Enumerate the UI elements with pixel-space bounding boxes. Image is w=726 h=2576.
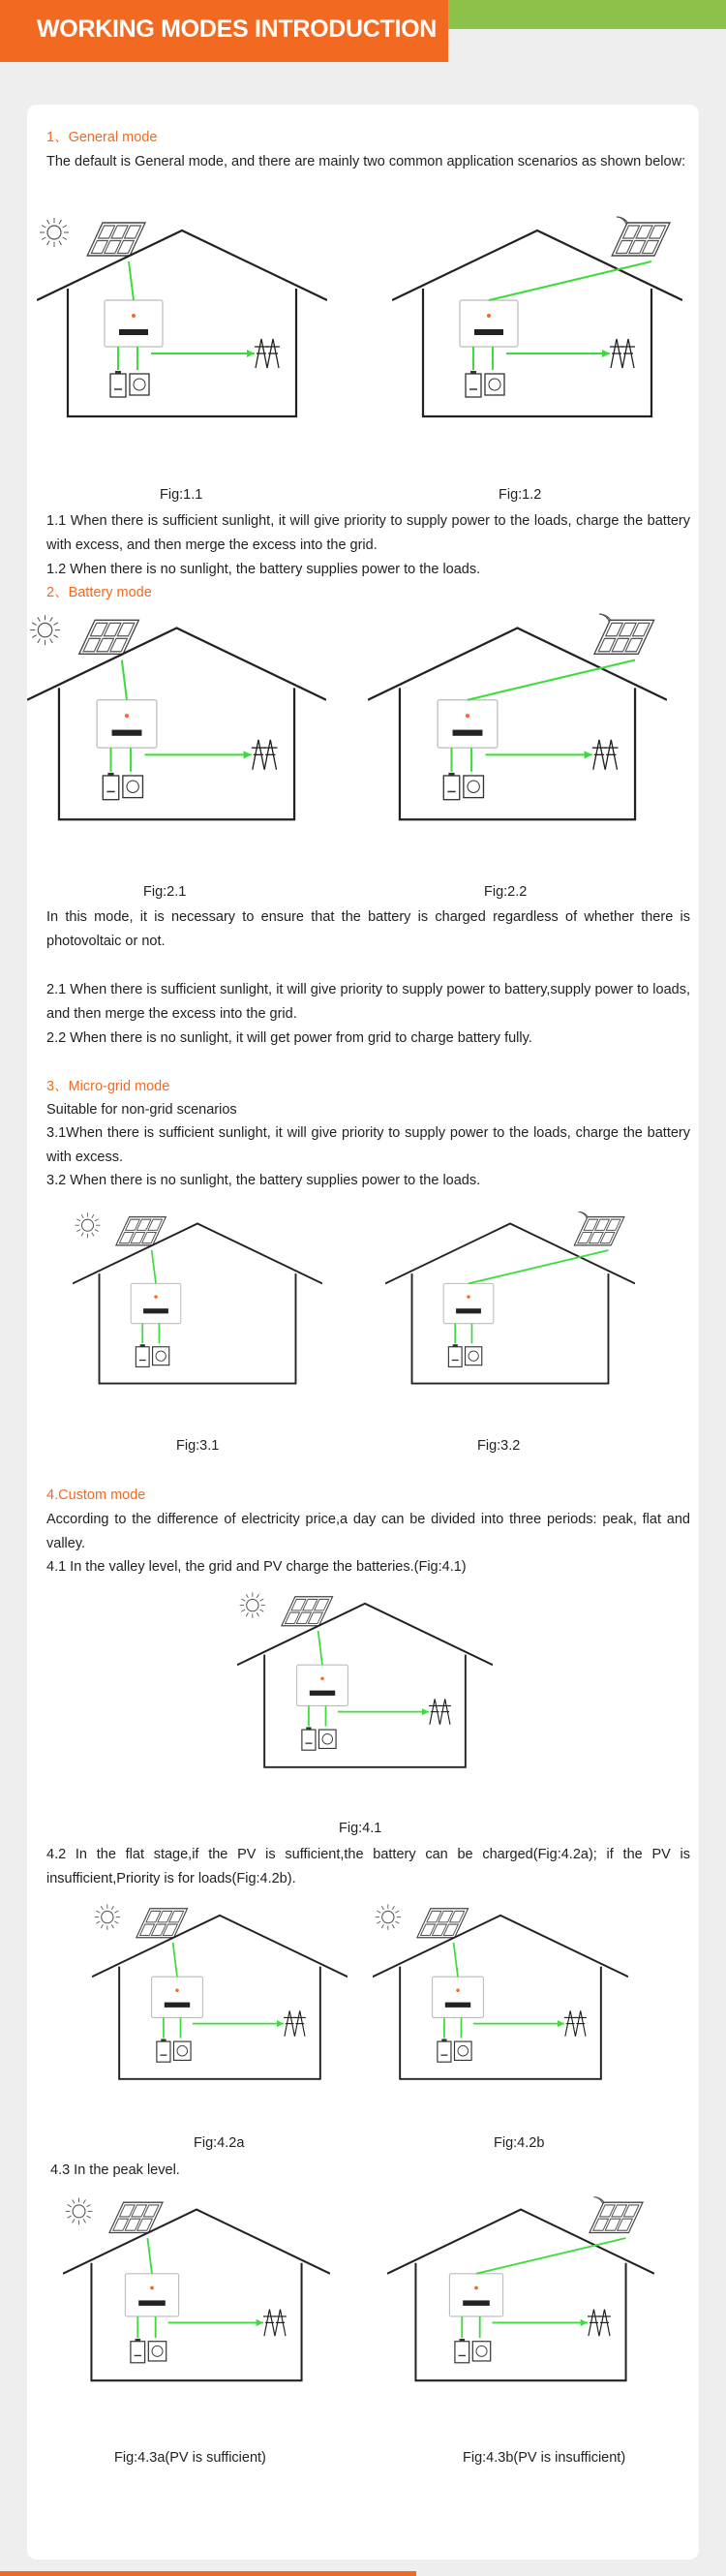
inverter-icon <box>105 300 163 347</box>
roof-outline <box>63 2210 330 2274</box>
caption-fig-3-2: Fig:3.2 <box>477 1438 521 1454</box>
section-title-micro-grid-mode: 3、Micro-grid mode <box>46 1079 170 1094</box>
inverter-display <box>453 730 483 736</box>
battery-mode-text-2-2: 2.2 When there is no sunlight, it will get power from grid to charge battery fully. <box>46 1030 532 1046</box>
inverter-display <box>445 2003 470 2008</box>
house-walls <box>400 688 635 819</box>
flow-pv-line <box>147 2238 152 2274</box>
figure-2-2 <box>368 610 668 879</box>
inverter-icon <box>131 1283 181 1323</box>
solar-panel-icon <box>282 1597 333 1626</box>
inverter-logo <box>467 1295 469 1298</box>
inverter-icon <box>449 2274 502 2316</box>
load-meter-icon <box>472 2342 490 2361</box>
grid-tower-icon <box>429 1699 451 1724</box>
inverter-icon <box>125 2274 178 2316</box>
house-diagram <box>373 1900 628 2131</box>
figure-4-3a <box>63 2193 344 2436</box>
micro-grid-suitable: Suitable for non-grid scenarios <box>46 1102 237 1118</box>
load-meter-icon <box>148 2342 166 2361</box>
sun-icon <box>40 218 69 247</box>
house-diagram <box>387 2193 654 2434</box>
section-title-battery-mode: 2、Battery mode <box>46 585 152 600</box>
flow-pv-line <box>469 1250 608 1283</box>
inverter-display <box>143 1308 168 1313</box>
house-diagram <box>63 2193 330 2434</box>
general-mode-intro: The default is General mode, and there are mainly two common application scenarios as shown below: <box>46 154 686 169</box>
caption-fig-4-2b: Fig:4.2b <box>494 2135 545 2151</box>
caption-fig-3-1: Fig:3.1 <box>176 1438 220 1454</box>
grid-tower-icon <box>255 339 280 368</box>
house-walls <box>412 1273 609 1384</box>
section-title-general-mode: 1、General mode <box>46 130 158 145</box>
caption-fig-4-3b: Fig:4.3b(PV is insufficient) <box>463 2450 626 2466</box>
caption-fig-2-2: Fig:2.2 <box>484 884 528 900</box>
house-diagram <box>392 213 682 475</box>
inverter-logo <box>474 2286 478 2290</box>
inverter-icon <box>433 1977 484 2017</box>
inverter-icon <box>297 1665 348 1705</box>
battery-icon <box>136 1344 149 1366</box>
sun-icon <box>95 1904 120 1929</box>
inverter-logo <box>487 314 491 318</box>
micro-grid-text-3-2: 3.2 When there is no sunlight, the battery supplies power to the loads. <box>46 1173 481 1188</box>
caption-fig-1-2: Fig:1.2 <box>499 487 542 503</box>
flow-pv-line <box>468 659 635 699</box>
solar-panel-icon <box>417 1909 469 1938</box>
house-diagram <box>237 1588 493 1819</box>
flow-pv-line <box>129 261 134 300</box>
roof-outline <box>27 629 326 700</box>
inverter-icon <box>438 700 498 748</box>
sun-icon <box>66 2198 93 2225</box>
flow-pv-line <box>173 1943 177 1977</box>
flow-grid-arrow <box>247 350 255 357</box>
inverter-logo <box>132 314 136 318</box>
solar-panel-icon <box>116 1217 166 1245</box>
sun-icon <box>240 1592 265 1617</box>
battery-mode-text: In this mode, it is necessary to ensure that the battery is charged regardless of whether there is photovoltaic or not. <box>46 909 690 949</box>
inverter-icon <box>152 1977 203 2017</box>
roof-outline <box>237 1604 493 1665</box>
figure-4-2b <box>373 1900 644 2132</box>
flow-grid-arrow <box>422 1708 429 1715</box>
inverter-logo <box>150 2286 154 2290</box>
load-meter-icon <box>318 1730 336 1748</box>
flow-pv-line <box>454 1943 458 1977</box>
inverter-display <box>119 329 148 335</box>
solar-panel-icon <box>590 2202 643 2232</box>
house-walls <box>100 1273 296 1384</box>
solar-panel-icon <box>612 223 670 256</box>
inverter-logo <box>456 1989 460 1993</box>
caption-fig-4-2a: Fig:4.2a <box>194 2135 245 2151</box>
house-walls <box>59 688 294 819</box>
inverter-logo <box>125 714 129 718</box>
load-meter-icon <box>485 374 504 395</box>
figure-4-1 <box>237 1588 513 1816</box>
battery-icon <box>455 2339 469 2363</box>
flow-pv-line <box>122 659 127 699</box>
sun-icon <box>30 615 60 645</box>
grid-tower-icon <box>252 740 278 770</box>
battery-icon <box>466 371 481 397</box>
flow-pv-line <box>152 1250 156 1283</box>
inverter-display <box>456 1308 481 1313</box>
flow-pv-line <box>476 2238 626 2274</box>
figure-1-1 <box>37 213 327 475</box>
custom-mode-text: According to the difference of electricity price,a day can be divided into three periods: peak, flat and valley. <box>46 1512 690 1551</box>
battery-icon <box>157 2039 170 2062</box>
inverter-display <box>310 1691 335 1696</box>
roof-outline <box>37 230 327 300</box>
inverter-display <box>112 730 142 736</box>
general-mode-text-1-2: 1.2 When there is no sunlight, the battery supplies power to the loads. <box>46 562 481 577</box>
caption-fig-4-3a: Fig:4.3a(PV is sufficient) <box>114 2450 266 2466</box>
solar-panel-icon <box>136 1909 188 1938</box>
inverter-display <box>165 2003 190 2008</box>
battery-icon <box>131 2339 145 2363</box>
roof-outline <box>73 1223 322 1283</box>
header-banner <box>0 0 448 62</box>
house-diagram <box>73 1209 322 1433</box>
grid-tower-icon <box>588 2310 611 2337</box>
roof-outline <box>373 1916 628 1977</box>
figure-4-3b <box>387 2193 668 2436</box>
inverter-logo <box>175 1989 179 1993</box>
caption-fig-2-1: Fig:2.1 <box>143 884 187 900</box>
house-diagram <box>368 610 667 879</box>
house-diagram <box>385 1209 635 1433</box>
load-meter-icon <box>153 1347 169 1365</box>
page-title: WORKING MODES INTRODUCTION <box>37 15 438 43</box>
flow-grid-arrow <box>558 2020 564 2027</box>
house-diagram <box>37 213 327 475</box>
solar-panel-icon <box>109 2202 163 2232</box>
inverter-icon <box>443 1283 494 1323</box>
custom-mode-text-4-1: 4.1 In the valley level, the grid and PV charge the batteries.(Fig:4.1) <box>46 1559 467 1575</box>
flow-grid-arrow <box>277 2020 284 2027</box>
load-meter-icon <box>466 1347 482 1365</box>
footer-accent-bar <box>0 2571 416 2576</box>
flow-pv-line <box>318 1631 322 1665</box>
flow-grid-arrow <box>581 2319 588 2326</box>
sun-icon <box>376 1904 401 1929</box>
header-accent-bar <box>448 0 726 29</box>
grid-tower-icon <box>564 2010 587 2036</box>
load-meter-icon <box>454 2041 471 2060</box>
custom-mode-text-4-2: 4.2 In the flat stage,if the PV is sufficient,the battery can be charged(Fig:4.2a); if the PV is insufficient,Priority is for loads(Fig:4.2b). <box>46 1847 690 1886</box>
battery-mode-text-2-1: 2.1 When there is sufficient sunlight, it will give priority to supply power to battery,supply power to loads, and then merge the excess into the grid. <box>46 982 690 1022</box>
battery-icon <box>438 2039 451 2062</box>
inverter-logo <box>154 1295 157 1298</box>
inverter-icon <box>97 700 157 748</box>
figure-1-2 <box>392 213 682 475</box>
load-meter-icon <box>464 776 484 798</box>
micro-grid-text-3-1: 3.1When there is sufficient sunlight, it will give priority to supply power to the loads, charge the battery with excess. <box>46 1125 690 1165</box>
inverter-display <box>138 2300 166 2306</box>
figure-2-1 <box>27 610 327 879</box>
load-meter-icon <box>173 2041 191 2060</box>
grid-tower-icon <box>284 2010 306 2036</box>
inverter-display <box>463 2300 490 2306</box>
section-title-custom-mode: 4.Custom mode <box>46 1487 146 1503</box>
flow-grid-arrow <box>244 751 252 758</box>
flow-grid-arrow <box>257 2319 263 2326</box>
caption-fig-1-1: Fig:1.1 <box>160 487 203 503</box>
battery-icon <box>448 1344 462 1366</box>
load-meter-icon <box>123 776 143 798</box>
figure-4-2a <box>92 1900 363 2132</box>
flow-grid-arrow <box>585 751 592 758</box>
inverter-icon <box>460 300 518 347</box>
caption-fig-4-1: Fig:4.1 <box>339 1821 382 1836</box>
battery-icon <box>443 773 459 800</box>
custom-mode-text-4-3: 4.3 In the peak level. <box>50 2162 180 2178</box>
grid-tower-icon <box>263 2310 287 2337</box>
grid-tower-icon <box>592 740 619 770</box>
solar-panel-icon <box>574 1217 623 1245</box>
figure-3-2 <box>385 1209 637 1433</box>
solar-panel-icon <box>87 223 145 256</box>
inverter-logo <box>466 714 469 718</box>
solar-panel-icon <box>79 620 139 654</box>
inverter-display <box>474 329 503 335</box>
load-meter-icon <box>130 374 149 395</box>
house-diagram <box>27 610 326 879</box>
flow-grid-arrow <box>602 350 610 357</box>
sun-icon <box>76 1212 101 1238</box>
battery-icon <box>110 371 126 397</box>
figure-3-1 <box>73 1209 324 1433</box>
house-diagram <box>92 1900 348 2131</box>
grid-tower-icon <box>610 339 635 368</box>
inverter-logo <box>320 1677 324 1681</box>
flow-pv-line <box>489 261 651 300</box>
battery-icon <box>103 773 118 800</box>
battery-icon <box>302 1727 316 1750</box>
solar-panel-icon <box>594 620 654 654</box>
roof-outline <box>92 1916 348 1977</box>
general-mode-text-1-1: 1.1 When there is sufficient sunlight, it will give priority to supply power to the loads, charge the battery with excess, and then merge the excess into the grid. <box>46 513 690 553</box>
